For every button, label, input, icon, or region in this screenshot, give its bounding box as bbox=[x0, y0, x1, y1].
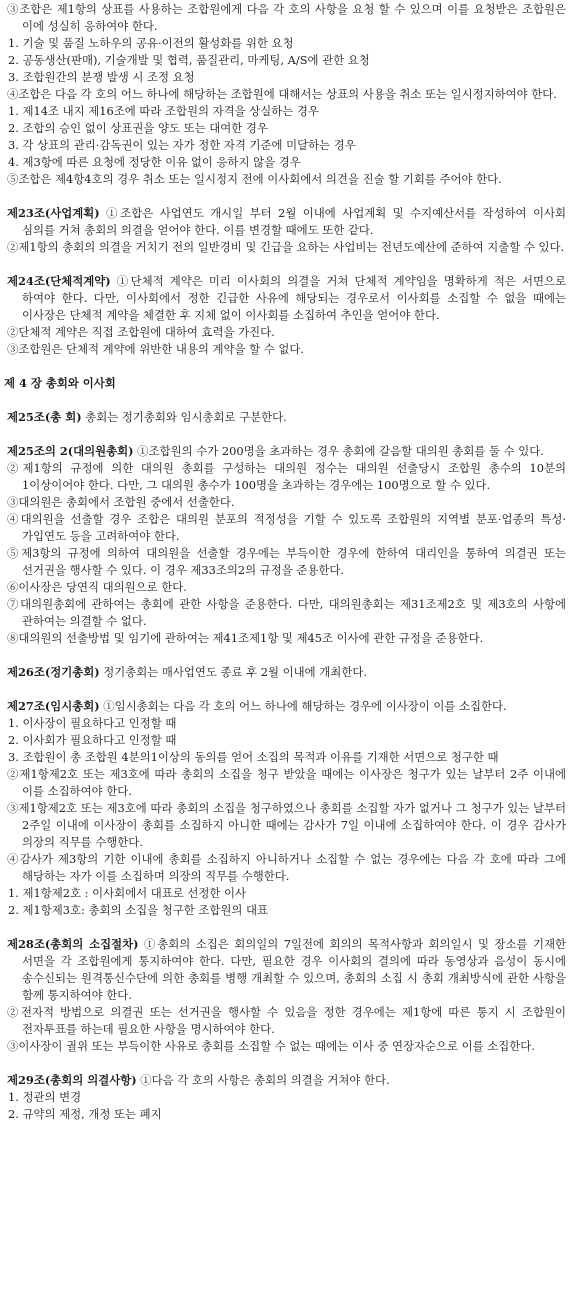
list-item: 2. 조합의 승인 없이 상표권을 양도 또는 대여한 경우 bbox=[8, 121, 268, 135]
clause-paragraph: ⑤조합은 제4항4호의 경우 취소 또는 일시정지 전에 이사회에서 의견을 진술 할 기회를 주어야 한다. bbox=[7, 172, 502, 186]
clause-text: 총회는 정기총회와 임시총회로 구분한다. bbox=[81, 410, 287, 424]
clause-text: ①단체적 계약은 미리 이사회의 의결을 거쳐 단체적 계약임을 명확하게 적은 서면으로 하여야 한다. 다만, 이사회에서 정한 긴급한 사유에 해당되는 경우로서 이사회를 소집할 수 없을 때에는 이사장은 단체적 계약을 체결한 후 지체 없이 이사회를 소집하여 추인을 얻어야 한다. bbox=[22, 274, 566, 322]
list-item: 3. 조합원이 총 조합원 4분의1이상의 동의를 얻어 소집의 목적과 이유를 기재한 서면으로 청구한 때 bbox=[8, 750, 499, 764]
clause-paragraph: ③대의원은 총회에서 조합원 중에서 선출한다. bbox=[7, 495, 235, 509]
list-item: 1. 정관의 변경 bbox=[8, 1090, 82, 1104]
clause-paragraph: ②제1항의 규정에 의한 대의원 총회를 구성하는 대의원 정수는 대의원 선출당시 조합원 총수의 10분의 1이상이어야 한다. 다만, 그 대의원 총수가 100명을 초과하는 경우에는 100명으로 할 수 있다. bbox=[7, 461, 566, 492]
list-item: 3. 각 상표의 관리·감독권이 있는 자가 정한 자격 기준에 미달하는 경우 bbox=[8, 138, 356, 152]
clause-text: ①다음 각 호의 사항은 총회의 의결을 거쳐야 한다. bbox=[136, 1073, 390, 1087]
clause-paragraph: ⑦대의원총회에 관하여는 총회에 관한 사항을 준용한다. 다만, 대의원총회는 제31조제2호 및 제3호의 사항에 관하여는 의결할 수 없다. bbox=[7, 597, 566, 628]
article-first-paragraph bbox=[4, 273, 566, 324]
clause-paragraph: ③조합원은 단체적 계약에 위반한 내용의 계약을 할 수 없다. bbox=[7, 342, 305, 356]
clause-paragraph: ⑤제3항의 규정에 의하여 대의원을 선출할 경우에는 부득이한 경우에 한하여 대리인을 통하여 의결권 또는 선거권을 행사할 수 있다. 이 경우 제33조의2의 규정을 준용한다. bbox=[7, 546, 566, 577]
article-first-paragraph bbox=[4, 936, 566, 1004]
article-28 bbox=[4, 936, 566, 1055]
article-title: 제29조(총회의 의결사항) bbox=[7, 1073, 137, 1087]
list-item: 2. 공동생산(판매), 기술개발 및 협력, 품질관리, 마케팅, A/S에 관한 요청 bbox=[8, 53, 370, 67]
clause-text: ①조합은 사업연도 개시일 부터 2월 이내에 사업계획 및 수지예산서를 작성하여 이사회 심의를 거쳐 총회의 의결을 얻어야 한다. 이를 변경할 때에도 또한 같다. bbox=[22, 206, 566, 237]
article-title: 제28조(총회의 소집절차) bbox=[7, 937, 139, 951]
clause-paragraph: ③제1항제2호 또는 제3호에 따라 총회의 소집을 청구하였으나 총회를 소집할 자가 없거나 그 청구가 있는 날부터 2주일 이내에 이사장이 총회를 소집하지 아니한 때에는 감사가 7일 이내에 소집하여야 한다. 이 경우 감사가 의장의 직무를 수행한다. bbox=[7, 801, 566, 849]
clause-text: ①조합원의 수가 200명을 초과하는 경우 총회에 갈음할 대의원 총회를 둘 수 있다. bbox=[133, 444, 544, 458]
clause-paragraph: ②전자적 방법으로 의결권 또는 선거권을 행사할 수 있음을 정한 경우에는 제1항에 따른 통지 시 조합원이 전자투표를 하는데 필요한 사항을 명시하여야 한다. bbox=[7, 1005, 566, 1036]
article-first-paragraph bbox=[4, 205, 566, 239]
clause-text: ①임시총회는 다음 각 호의 어느 하나에 해당하는 경우에 이사장이 이를 소집한다. bbox=[99, 699, 507, 713]
clause-text: ①총회의 소집은 회의일의 7일전에 회의의 목적사항과 회의일시 및 장소를 기재한 서면을 각 조합원에게 통지하여야 한다. 다만, 필요한 경우 이사회의 결의에 따라 동영상과 음성이 동시에 송수신되는 원격통신수단에 의한 총회를 병행 개최할 수 있으며, 총회의 소집 시 총회 개최방식에 관한 사항을 함께 통지하여야 한다. bbox=[22, 937, 566, 1002]
clause-text: 정기총회는 매사업연도 종료 후 2월 이내에 개최한다. bbox=[99, 665, 367, 679]
list-item: 3. 조합원간의 분쟁 발생 시 조정 요청 bbox=[8, 70, 195, 84]
article-first-paragraph bbox=[4, 443, 566, 460]
clause-paragraph: ④감사가 제3항의 기한 이내에 총회를 소집하지 아니하거나 소집할 수 없는 경우에는 다음 각 호에 따라 그에 해당하는 자가 이를 소집하며 의장의 직무를 수행한다. bbox=[7, 852, 566, 883]
article-first-paragraph bbox=[4, 664, 566, 681]
list-item: 2. 이사회가 필요하다고 인정할 때 bbox=[8, 733, 177, 747]
list-item: 1. 제1항제2호 : 이사회에서 대표로 선정한 이사 bbox=[8, 886, 246, 900]
intro-section bbox=[4, 1, 566, 188]
clause-paragraph: ③이사장이 궐위 또는 부득이한 사유로 총회를 소집할 수 없는 때에는 이사 중 연장자순으로 이를 소집한다. bbox=[7, 1039, 535, 1053]
article-first-paragraph bbox=[4, 1072, 566, 1089]
list-item: 1. 이사장이 필요하다고 인정할 때 bbox=[8, 716, 177, 730]
article-title: 제27조(임시총회) bbox=[7, 699, 100, 713]
article-title: 제25조의 2(대의원총회) bbox=[7, 444, 134, 458]
clause-paragraph: ⑥이사장은 당연직 대의원으로 한다. bbox=[7, 580, 187, 594]
list-item: 1. 기술 및 품질 노하우의 공유·이전의 활성화를 위한 요청 bbox=[8, 36, 294, 50]
article-title: 제26조(정기총회) bbox=[7, 665, 100, 679]
clause-paragraph: ④대의원을 선출할 경우 조합은 대의원 분포의 적정성을 기할 수 있도록 조합원의 지역별 분포·업종의 특성·가입연도 등을 고려하여야 한다. bbox=[7, 512, 566, 543]
article-first-paragraph bbox=[4, 698, 566, 715]
article-23 bbox=[4, 205, 566, 256]
clause-paragraph: ②제1항의 총회의 의결을 거치기 전의 일반경비 및 긴급을 요하는 사업비는 전년도예산에 준하여 지출할 수 있다. bbox=[7, 240, 565, 254]
chapter-heading: 제 4 장 총회와 이사회 bbox=[4, 376, 116, 390]
article-25 bbox=[4, 409, 566, 426]
article-29 bbox=[4, 1072, 566, 1123]
article-26 bbox=[4, 664, 566, 681]
article-title: 제24조(단체적계약) bbox=[7, 274, 111, 288]
clause-paragraph: ④조합은 다음 각 호의 어느 하나에 해당하는 조합원에 대해서는 상표의 사용을 취소 또는 일시정지하여야 한다. bbox=[7, 87, 557, 101]
article-27 bbox=[4, 698, 566, 919]
article-first-paragraph bbox=[4, 409, 566, 426]
article-title: 제25조(총 회) bbox=[7, 410, 82, 424]
clause-paragraph: ③조합은 제1항의 상표를 사용하는 조합원에게 다음 각 호의 사항을 요청 할 수 있으며 이를 요청받은 조합원은 이에 성실히 응하여야 한다. bbox=[7, 2, 566, 33]
list-item: 2. 제1항제3호: 총회의 소집을 청구한 조합원의 대표 bbox=[8, 903, 268, 917]
clause-paragraph: ②단체적 계약은 직접 조합원에 대하여 효력을 가진다. bbox=[7, 325, 275, 339]
list-item: 4. 제3항에 따른 요청에 정당한 이유 없이 응하지 않을 경우 bbox=[8, 155, 301, 169]
clause-paragraph: ⑧대의원의 선출방법 및 임기에 관하여는 제41조제1항 및 제45조 이사에 관한 규정을 준용한다. bbox=[7, 631, 484, 645]
article-title: 제23조(사업계획) bbox=[7, 206, 100, 220]
clause-paragraph: ②제1항제2호 또는 제3호에 따라 총회의 소집을 청구 받았을 때에는 이사장은 청구가 있는 날부터 2주 이내에 이를 소집하여야 한다. bbox=[7, 767, 566, 798]
article-25-2 bbox=[4, 443, 566, 647]
list-item: 2. 규약의 제정, 개정 또는 폐지 bbox=[8, 1107, 162, 1121]
article-24 bbox=[4, 273, 566, 358]
list-item: 1. 제14조 내지 제16조에 따라 조합원의 자격을 상실하는 경우 bbox=[8, 104, 319, 118]
